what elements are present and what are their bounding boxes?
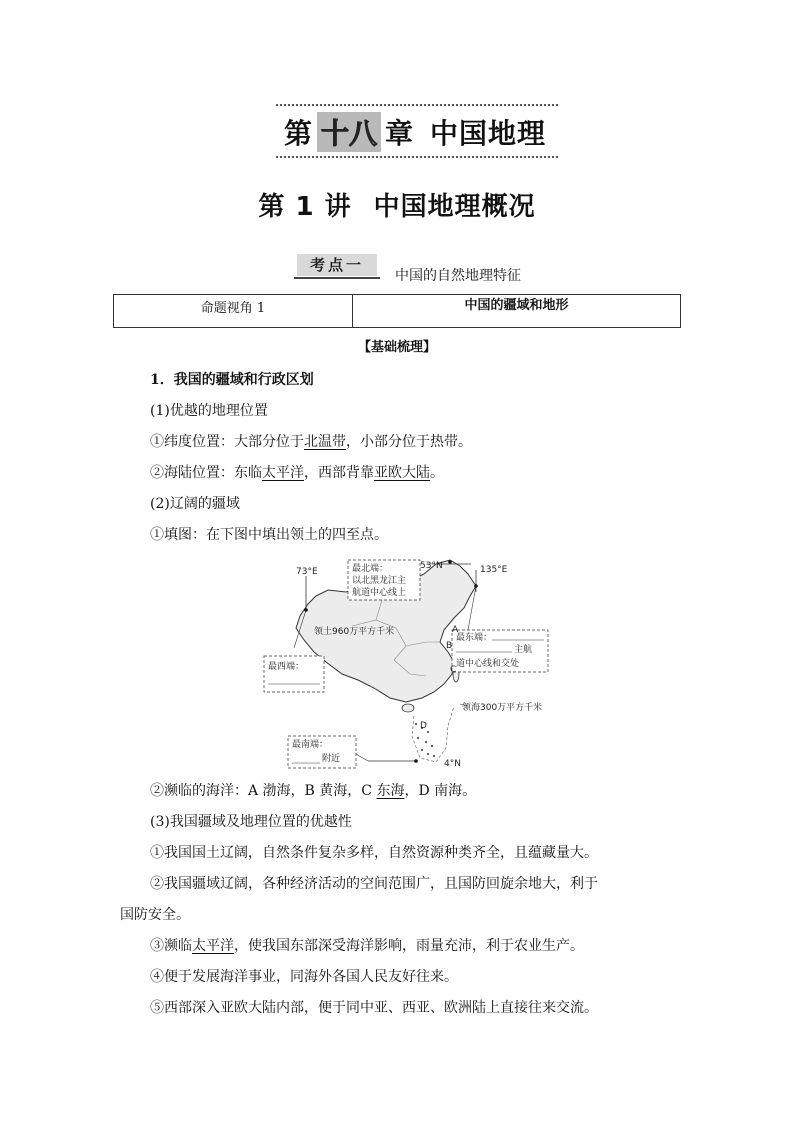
seas-text: ②濒临的海洋：A 渤海，B 黄海，C (150, 783, 377, 799)
chapter-number: 十八 (317, 112, 381, 152)
latitude-text: ①纬度位置：大部分位于 (150, 434, 304, 450)
seas-line (150, 781, 476, 801)
section-tag: 【基础梳理】 (357, 340, 436, 355)
advantage-3 (150, 936, 584, 956)
advantage-5: ⑤西部深入亚欧大陆内部，便于同中亚、西亚、欧洲陆上直接往来交流。 (150, 1000, 598, 1016)
lon-east-label: 135°E (480, 565, 508, 575)
north-box-line3: 航道中心线上 (352, 588, 407, 598)
lat-north-label: 53°N (420, 561, 443, 571)
answer-pacific-2: 太平洋 (192, 938, 234, 954)
sea-area-label: 领海300万平方千米 (462, 703, 543, 713)
lon-west-label: 73°E (296, 567, 318, 577)
chapter-top-rule (276, 104, 558, 106)
fill-instruction: ①填图：在下图中填出领土的四至点。 (150, 527, 388, 543)
label-c: C (450, 665, 457, 675)
south-box-line2: 附近 (322, 754, 341, 764)
label-a: A (452, 625, 459, 635)
label-b: B (446, 641, 453, 651)
advantage-4: ④便于发展海洋事业，同海外各国人民友好往来。 (150, 969, 458, 985)
chapter-title (284, 112, 556, 152)
lecture-label: 第 1 讲 (258, 192, 352, 222)
advantage-2-cont: 国防安全。 (120, 907, 190, 923)
label-d: D (420, 721, 427, 731)
chapter-name: 中国地理 (430, 117, 547, 150)
kaodian-badge: 考点一 (297, 254, 377, 276)
chapter-bottom-rule (276, 156, 558, 158)
north-box-line1: 最北端： (352, 564, 389, 574)
west-box-line1: 最西端： (268, 662, 305, 672)
sea-land-text-mid: ，西部背靠 (304, 465, 374, 481)
chapter-prefix: 第 (284, 117, 314, 150)
latitude-line (150, 432, 472, 452)
lat-south-label: 4°N (444, 759, 461, 769)
hainan-island (402, 704, 414, 712)
latitude-text-end: ，小部分位于热带。 (346, 434, 472, 450)
answer-eurasia: 亚欧大陆 (374, 465, 430, 481)
south-box-line1: 最南端： (292, 740, 329, 750)
lecture-name: 中国地理概况 (373, 192, 536, 222)
advantage-3-text-end: ，使我国东部深受海洋影响，雨量充沛，利于农业生产。 (234, 938, 584, 954)
subheading-location: (1)优越的地理位置 (150, 403, 268, 419)
seas-text-end: ，D 南海。 (404, 783, 477, 799)
lecture-title (0, 186, 794, 223)
heading-territory: 1．我国的疆域和行政区划 (150, 372, 314, 388)
east-box-line2: 主航 (514, 645, 533, 655)
advantage-3-text: ③濒临 (150, 938, 192, 954)
china-map-figure (256, 556, 576, 772)
sea-boundary-line (412, 706, 454, 762)
answer-east-sea: 东海 (376, 783, 405, 799)
east-box-line1: 最东端： (456, 633, 493, 643)
chapter-suffix: 章 (385, 117, 415, 150)
kaodian-title: 中国的自然地理特征 (395, 268, 521, 284)
east-box-line3: 道中心线和交处 (456, 659, 520, 669)
subheading-advantages: (3)我国疆域及地理位置的优越性 (150, 814, 352, 830)
north-box-line2: 以北黑龙江主 (352, 576, 407, 586)
sea-land-text: ②海陆位置：东临 (150, 465, 262, 481)
subheading-territory: (2)辽阔的疆域 (150, 496, 240, 512)
advantage-2: ②我国疆域辽阔，各种经济活动的空间范围广，且国防回旋余地大，利于 (150, 876, 598, 892)
land-area-label: 领土960万平方千米 (314, 627, 395, 637)
sea-land-text-end: 。 (430, 465, 444, 481)
table-cell-perspective: 命题视角 1 (114, 295, 353, 327)
answer-north-temperate: 北温带 (304, 434, 346, 450)
table-cell-topic: 中国的疆域和地形 (464, 298, 569, 313)
answer-pacific: 太平洋 (262, 465, 304, 481)
sea-land-line (150, 463, 444, 483)
topic-table (113, 294, 681, 328)
advantage-1: ①我国国土辽阔，自然条件复杂多样，自然资源种类齐全，且蕴藏量大。 (150, 845, 598, 861)
